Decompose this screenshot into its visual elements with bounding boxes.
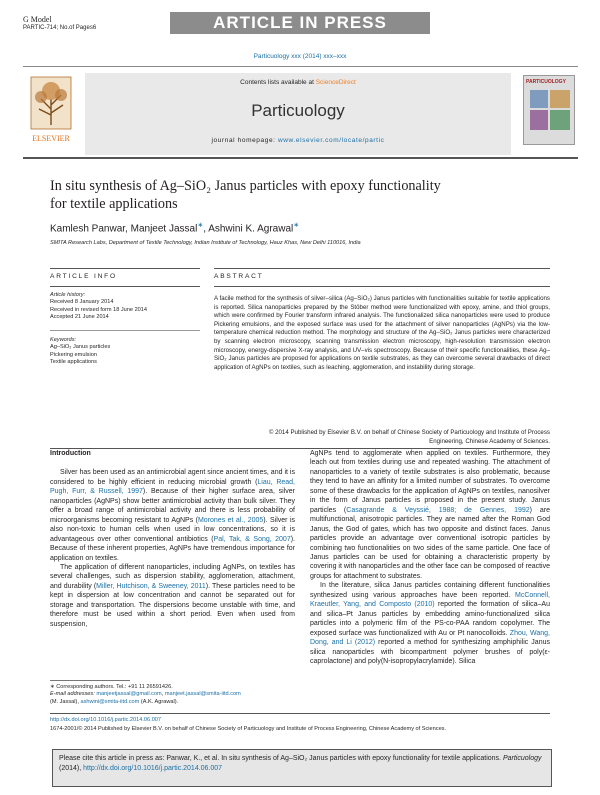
article-title xyxy=(50,177,550,213)
copyright-line-2: Engineering, Chinese Academy of Sciences. xyxy=(429,437,550,445)
paragraph xyxy=(50,468,295,563)
gmodel-label: G Model xyxy=(23,15,52,24)
introduction-heading: Introduction xyxy=(50,450,91,457)
keyword-item: Pickering emulsion xyxy=(50,351,97,358)
citation-link[interactable]: Casagrande & Veyssié, 1988; de Gennes, 1992 xyxy=(346,506,530,514)
info-rule-under-heading xyxy=(50,286,200,287)
citation-journal: Particuology xyxy=(502,755,542,762)
accepted-date: Accepted 21 June 2014 xyxy=(50,314,109,321)
corresponding-mark-1[interactable]: ∗ xyxy=(197,222,204,229)
text-run: The application of different nanoparticles, including AgNPs, on textiles has several challenges, such as dispersion stability, agglomeration, attachment, and durability ( xyxy=(50,563,295,590)
journal-cover-thumbnail[interactable] xyxy=(523,75,575,145)
copyright-line-1: © 2014 Published by Elsevier B.V. on behalf of Chinese Society of Particuology and Institute of Process xyxy=(268,429,550,436)
masthead-center xyxy=(85,73,511,155)
footnotes: ∗ Corresponding authors. Tel.: +91 11 26591426. E-mail addresses: manjeetjassal@gmail.com, manjeet.jassal@smita-iitd.com (M. Jassal), ashwini@smita-iitd.com (A.K. Agrawal). xyxy=(50,684,300,706)
journal-homepage-line xyxy=(85,137,511,144)
author-3[interactable]: Ashwini K. Agrawal xyxy=(208,223,294,235)
article-title-line-2: for textile applications xyxy=(50,196,178,212)
citation-year: (2014), xyxy=(59,764,82,772)
abstract-heading: ABSTRACT xyxy=(214,273,264,280)
revised-date: Received in revised form 18 June 2014 xyxy=(50,306,148,313)
affiliation: SMITA Research Labs, Department of Textile Technology, Indian Institute of Technology, Hauz Khas, New Delhi 110016, India xyxy=(50,240,361,246)
paragraph xyxy=(310,581,550,666)
text-run: Silver has been used as an antimicrobial agent since ancient times, and it is considered to be highly efficient in reducing microbial growth ( xyxy=(50,469,295,486)
citation-box xyxy=(52,749,552,787)
corresponding-mark-2[interactable]: ∗ xyxy=(293,222,300,229)
journal-name: Particuology xyxy=(251,101,345,120)
journal-citation-line[interactable]: Particuology xxx (2014) xxx–xxx xyxy=(253,53,347,60)
elsevier-logo[interactable] xyxy=(27,75,75,147)
paragraph xyxy=(310,449,550,581)
paragraph xyxy=(50,563,295,629)
sciencedirect-link[interactable]: ScienceDirect xyxy=(315,79,356,86)
citation-link[interactable]: Morones et al., 2005 xyxy=(197,516,264,524)
keywords-block xyxy=(50,337,200,367)
author-separator: , xyxy=(203,223,206,235)
article-info-heading: ARTICLE INFO xyxy=(50,273,117,280)
body-column-right xyxy=(310,449,550,666)
received-date: Received 8 January 2014 xyxy=(50,299,114,306)
text-run: ). Because of these inherent properties, AgNPs have tremendous importance for application on textiles. xyxy=(50,535,295,562)
citation-link[interactable]: McConnell, Kraeutler, Yang, and Composto (2010) xyxy=(310,591,550,609)
text-run: AgNPs tend to agglomerate when applied on textiles. Furthermore, they leach out from textiles during use and repeated washing. The attachment of nanoparticles to a variety of textile substrates is also problematic, because they tend to have an affinity for a limited number of substrates. To overcome some of these drawbacks for the application of AgNPs on textiles, nanosilver in the form of Janus particles is proposed in the present study. Janus particles ( xyxy=(310,450,550,514)
issn-line: 1674-2001/© 2014 Published by Elsevier B.V. on behalf of Chinese Society of Particuology and Institute of Process Engineering, Chinese Academy of Sciences. xyxy=(50,726,447,732)
article-ref: PARTIC-714; xyxy=(23,25,59,31)
email-link[interactable]: manjeet.jassal@smita-iitd.com xyxy=(164,691,241,698)
citation-doi-link[interactable]: http://dx.doi.org/10.1016/j.partic.2014.06.007 xyxy=(83,764,223,772)
email-owner: (M. Jassal), xyxy=(50,698,79,705)
citation-link[interactable]: Zhou, Wang, Dong, and Li (2012) xyxy=(310,629,550,647)
homepage-prefix: journal homepage: xyxy=(211,137,276,144)
text-run: ). These particles need to be kept in dispersion at low concentration and cannot be separated out for storage and transportation. The dispersions become unstable with time, and therefore must be used within a short period. Even when used from suspension, xyxy=(50,582,295,628)
abstract-rule-top xyxy=(214,268,550,269)
cover-artwork xyxy=(530,90,570,130)
info-rule-top xyxy=(50,268,200,269)
abstract-text: A facile method for the synthesis of silver–silica (Ag–SiO₂) Janus particles with functionalities suitable for textile applications is reported. Silica nanoparticles prepared by the Stöber method were functionalized with epoxy, amine, and thiol groups, which were confirmed by Fourier transform infrared analysis. The functionalized silica nanoparticles were used to produce Pickering emulsions, and the exposed surface was used for the attachment of silver nanoparticles (AgNPs) via the low-temperature chemical reduction method. The morphology and structure of the Ag–SiO₂ Janus particles were characterized by scanning electron microscopy, scanning transmission electron microscopy, high-resolution transmission electron microscopy, energy-dispersive X-ray analysis, and UV–vis spectroscopy. Because of their specific functionalities, these Ag–SiO₂ Janus particles are proposed for applications on textile substrates, as they can overcome several drawbacks of direct application of AgNPs on textiles, such as leaching, agglomeration, and instability during storage. xyxy=(214,295,550,371)
text-run: ). Silver is also non-toxic to human cells when used in low concentrations, so it is advantageous over other conventional antibiotics ( xyxy=(50,516,295,543)
footnote-rule xyxy=(50,680,130,681)
citation-link[interactable]: Miller, Hutchison, & Sweeney, 2011 xyxy=(96,582,206,590)
email-link[interactable]: ashwini@smita-iitd.com xyxy=(80,698,140,705)
homepage-link[interactable]: www.elsevier.com/locate/partic xyxy=(277,137,385,144)
elsevier-wordmark: ELSEVIER xyxy=(32,134,70,143)
text-run: reported the formation of silica–Au and silica–Pt Janus particles by embedding amino-functionalized silica particles into a polymeric film of the PS-co-PAA random copolymer. The exposed surface was functionalized with Au or Pt nanocolloids. xyxy=(310,601,550,637)
page-count: No.of Pages6 xyxy=(59,25,97,31)
keyword-item: Ag–SiO₂ Janus particles xyxy=(50,344,111,351)
contents-prefix: Contents lists available at xyxy=(240,79,314,86)
author-2[interactable]: Manjeet Jassal xyxy=(130,223,198,235)
article-title-line-1: In situ synthesis of Ag–SiO₂ Janus particles with epoxy functionality xyxy=(50,178,441,194)
email-link[interactable]: manjeetjassal@gmail.com xyxy=(96,691,162,698)
doi-rule xyxy=(50,713,550,714)
journal-masthead xyxy=(23,66,578,159)
text-run: ). Because of their higher surface area, silver nanoparticles (AgNPs) show better antimicrobial activity than bulk silver. They offer a broad range of antimicrobial activity and there is less probability of microorganisms becoming resistant to AgNPs ( xyxy=(50,488,295,524)
contents-line xyxy=(85,79,511,86)
doi-link[interactable]: http://dx.doi.org/10.1016/j.partic.2014.06.007 xyxy=(50,717,162,723)
history-label: Article history: xyxy=(50,292,86,298)
info-rule-mid xyxy=(50,330,200,331)
citation-prefix: Please cite this article in press as: Panwar, K., et al. In situ synthesis of Ag–SiO₂ Janus particles with epoxy functionality for textile applications. xyxy=(59,755,501,762)
body-column-left xyxy=(50,449,295,629)
keyword-item: Textile applications xyxy=(50,359,97,366)
citation-link[interactable]: Liau, Read, Pugh, Furr, & Russell, 1997 xyxy=(50,478,295,496)
header-meta xyxy=(23,15,96,32)
author-list xyxy=(50,221,299,234)
keywords-label: Keywords: xyxy=(50,337,77,343)
corresponding-author-note: ∗ Corresponding authors. Tel.: +91 11 26591426. xyxy=(50,684,173,690)
abstract-rule-under-heading xyxy=(214,286,550,287)
article-in-press-banner: ARTICLE IN PRESS xyxy=(170,12,430,34)
article-history xyxy=(50,292,200,322)
text-run: ) are multifunctional, anisotropic particles. They are named after the Roman God Janus, the God of gates, which has two opposite and distinct faces. Janus particles provide an advantage over conventional isotropic particles by combining two functionalities on two sides of the same particle. One face of Janus particles can be used for obtaining a characteristic property by covering it with nanoparticles and the other face can be composed of reactive groups for attachment to substrates. xyxy=(310,506,550,580)
email-owner: (A.K. Agrawal). xyxy=(140,698,179,705)
cover-title: PARTICUOLOGY xyxy=(526,79,566,85)
text-run: reported a method for synthesizing amphiphilic Janus silica nanoparticles with bicompartment polymer brushes of poly(ε-caprolactone) and poly(N-isopropylacrylamide). Silica xyxy=(310,639,550,665)
author-1[interactable]: Kamlesh Panwar, xyxy=(50,223,128,235)
abstract-copyright xyxy=(214,429,550,446)
email-label: E-mail addresses: xyxy=(50,691,95,698)
citation-link[interactable]: Pal, Tak, & Song, 2007 xyxy=(213,535,291,543)
text-run: In the literature, silica Janus particles containing different functionalities synthesized using various approaches have been reported. xyxy=(310,582,550,599)
